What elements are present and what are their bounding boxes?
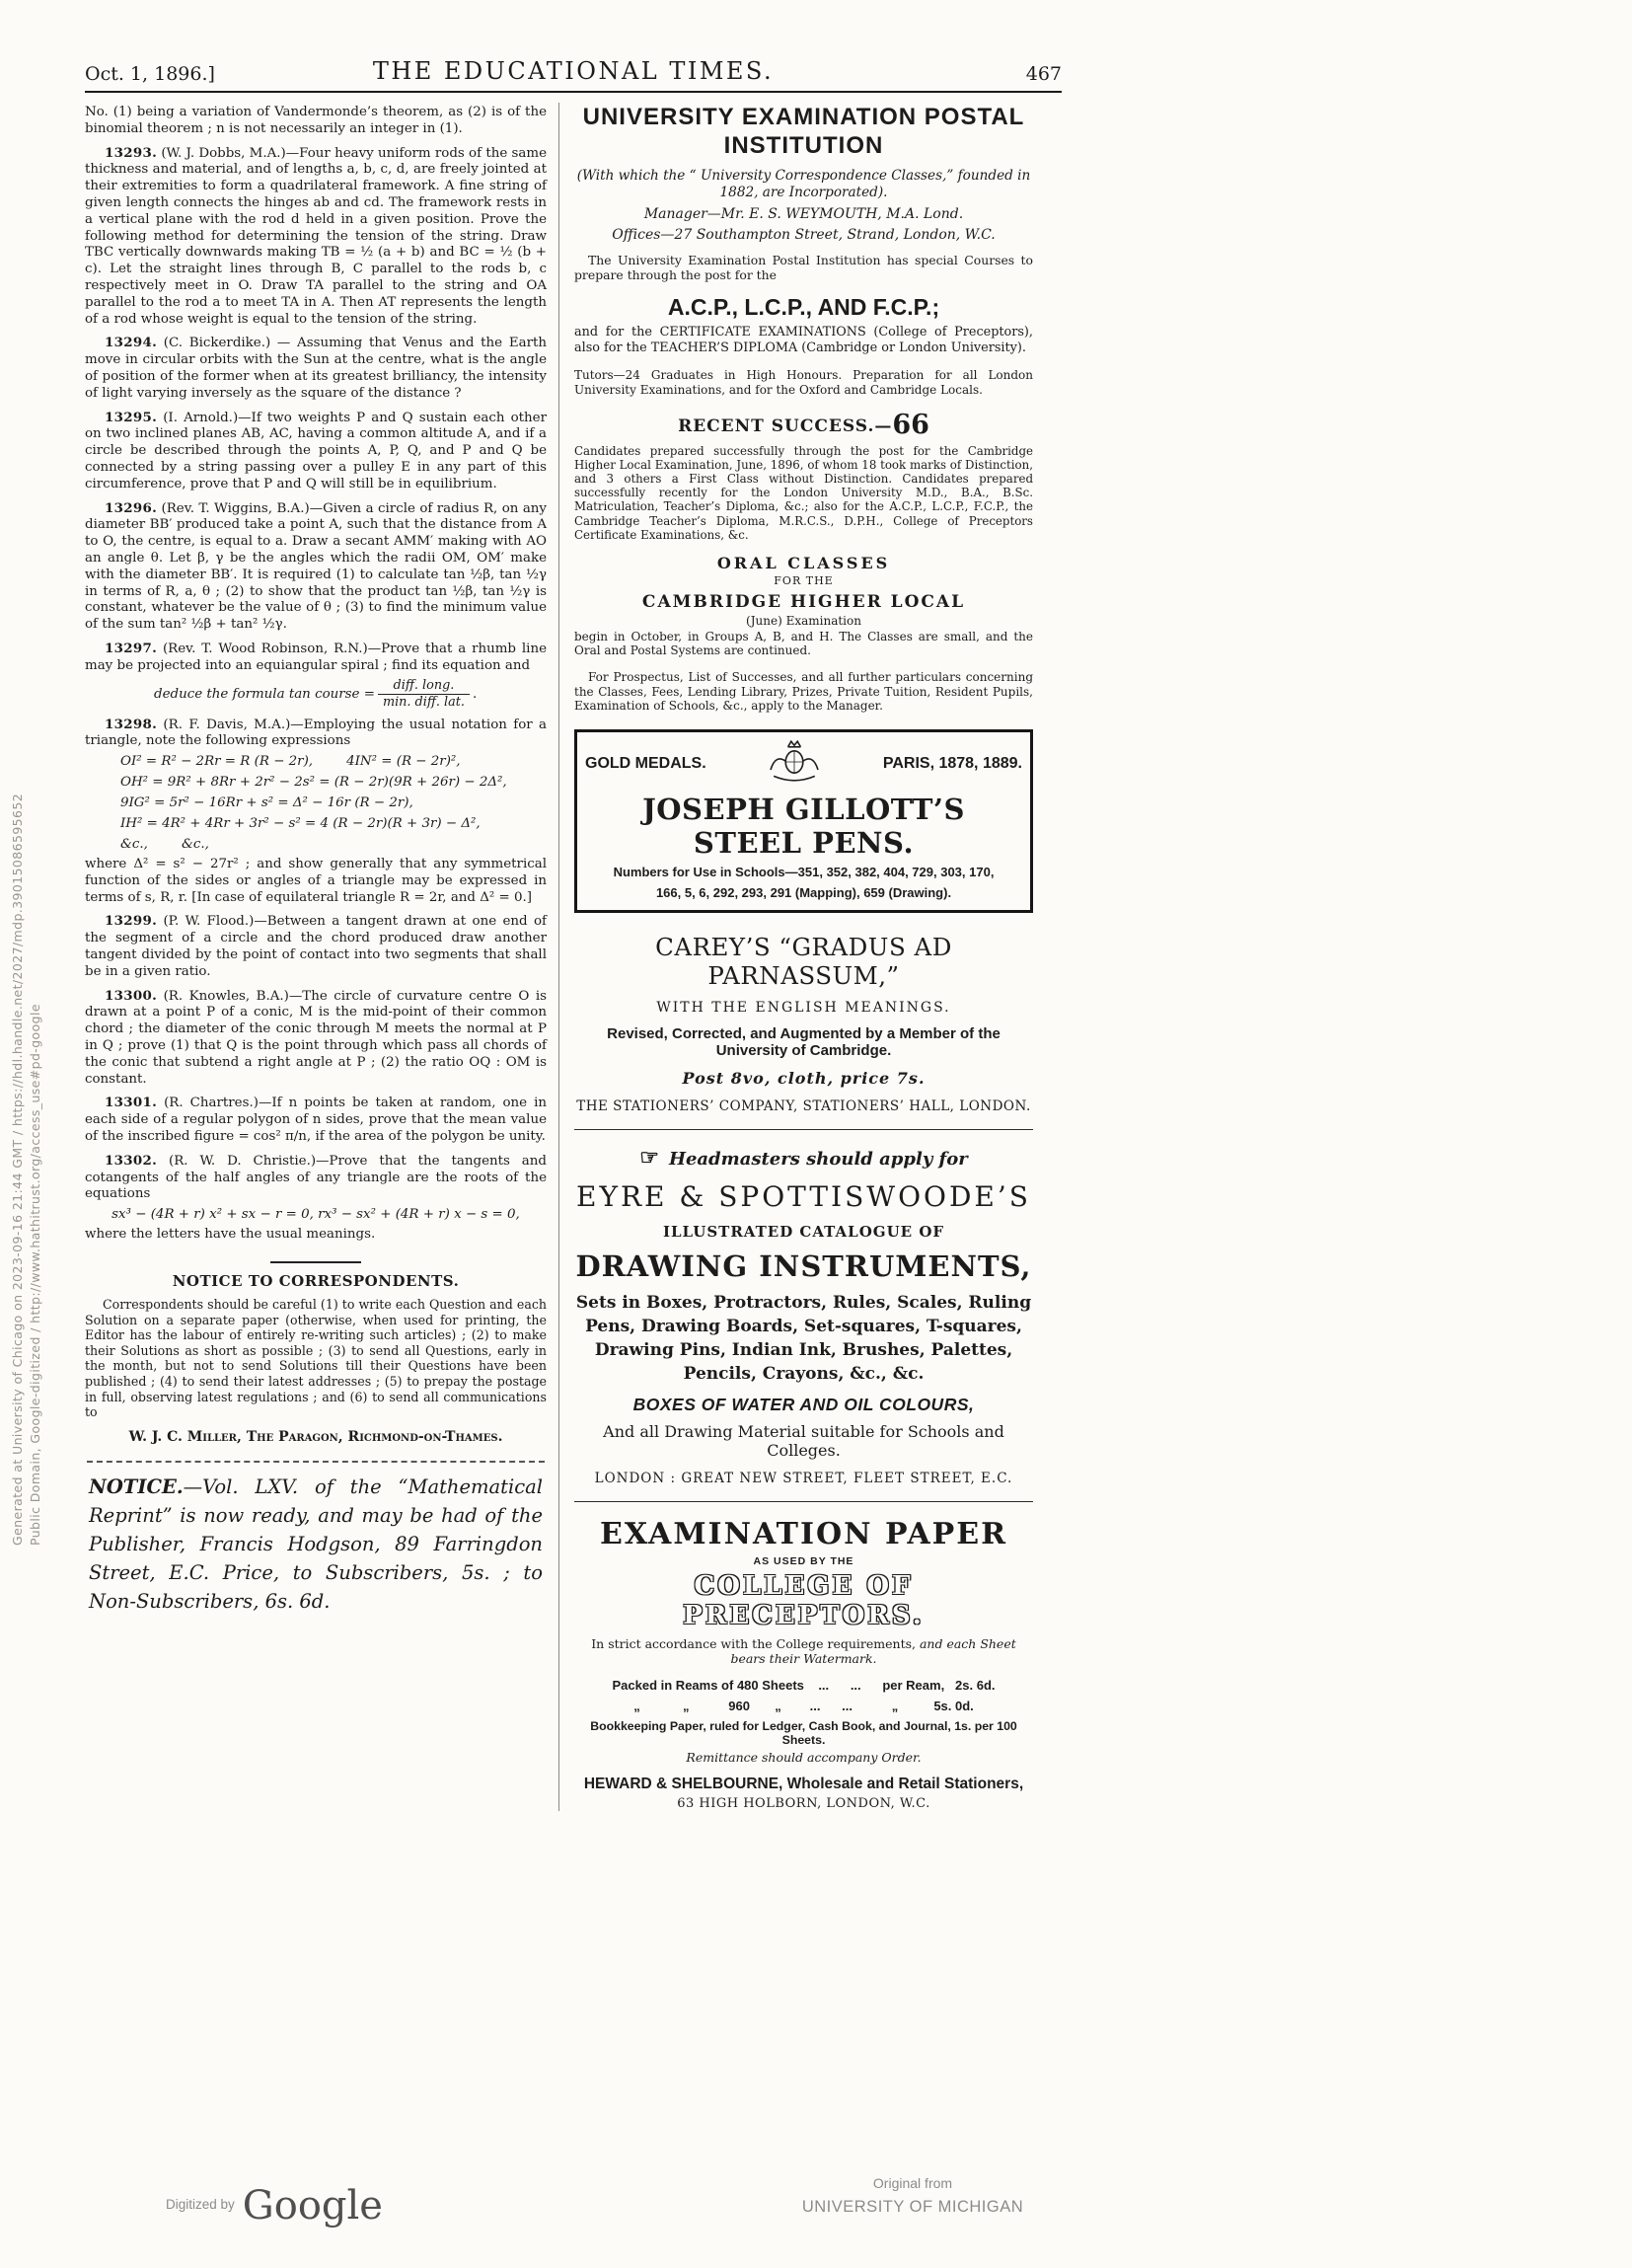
ad-university-examination-postal-institution [574,103,1033,714]
problem-text: (Rev. T. Wood Robinson, R.N.)—Prove that a rhumb line may be projected into an equiangular spiral ; find its equation and [85,641,547,673]
journal-title: THE EDUCATIONAL TIMES. [372,57,775,85]
manager-line: Manager—Mr. E. S. WEYMOUTH, M.A. Lond. [643,206,964,222]
remittance-line: Remittance should accompany Order. [686,1750,922,1766]
notice-to-correspondents-title: NOTICE TO CORRESPONDENTS. [172,1272,460,1291]
right-column [559,103,1033,1811]
digitized-by-label: Digitized by [166,2197,235,2212]
bookkeeping-paper-line: Bookkeeping Paper, ruled for Ledger, Cash Book, and Journal, 1s. per 100 Sheets. [590,1719,1017,1748]
carey-title: CAREY’S “GRADUS AD PARNASSUM,” [655,932,952,990]
original-from-block [760,2175,1066,2217]
equation-line: OH² = 9R² + 8Rr + 2r² − 2s² = (R − 2r)(9R + 26r) − 2Δ², [120,775,507,791]
problem-number: 13297. [105,640,158,656]
problem-13300 [85,988,547,1089]
eyre-address: LONDON : GREAT NEW STREET, FLEET STREET, E.C. [594,1470,1013,1486]
recent-success-number: 66 [892,409,929,440]
june-examination-label: (June) Examination [746,613,861,628]
accordance-text: In strict accordance with the College requirements, [591,1635,920,1651]
problem-13299 [85,913,547,980]
watermark-generated-line: Generated at University of Chicago on 2023-09-16 21:44 GMT / https://hdl.handle.net/2027/mdp.39015086595652 [10,793,25,1546]
gillott-name: JOSEPH GILLOTT’S STEEL PENS. [642,792,965,860]
ad-joseph-gillotts-steel-pens [574,729,1033,913]
formula-text: deduce the formula tan course = [154,686,375,702]
formula-13297 [154,679,547,710]
paris-medals-label: PARIS, 1878, 1889. [882,755,1022,773]
problem-text: (I. Arnold.)—If two weights P and Q sustain each other on two inclined planes AB, AC, having a common altitude A, and if a circle be described through the points A, P, Q, and P and Q be connected by a string passing over a pulley E in any part of this circumference, prove that P and Q will still be in equilibrium. [85,410,547,491]
problem-text: (R. Knowles, B.A.)—The circle of curvature centre O is drawn at a point P of a conic, M is the mid-point of their common chord ; the diameter of the conic through M meets the normal at P in Q ; prove (1) that Q is the point through which pass all chords of the conic that subtend a right angle at P ; (2) the ratio OQ : OM is constant. [85,988,547,1087]
problem-number: 13296. [105,499,158,516]
accordance-line [574,1636,1033,1666]
equation-line: 9IG² = 5r² − 16Rr + s² = Δ² − 16r (R − 2r), [120,795,413,811]
prospectus-text: For Prospectus, List of Successes, and all further particulars concerning the Classes, Fees, Lending Library, Prizes, Private Tuition, Resident Pupils, Examination of Schools, &c., apply to the Manager. [574,669,1033,714]
problem-number: 13298. [105,716,158,732]
problem-13293 [85,145,547,329]
problem-text: (P. W. Flood.)—Between a tangent drawn at one end of the segment of a circle and the chord produced draw another tangent divided by the point of contact into two segments that shall be in a given ratio. [85,914,547,979]
tutors-text: Tutors—24 Graduates in High Honours. Preparation for all London University Examinations, and for the Oxford and Cambridge Locals. [574,368,1033,397]
as-used-by-label: AS USED BY THE [753,1554,854,1567]
equation-line: OI² = R² − 2Rr = R (R − 2r), 4IN² = (R − 2r)², [120,754,461,770]
problem-13297 [85,641,547,675]
equation-line: sx³ − (4R + r) x² + sx − r = 0, rx³ − sx² + (4R + r) x − s = 0, [111,1207,520,1223]
royal-crest-icon [755,738,834,791]
water-oil-colours-line: BOXES OF WATER AND OIL COLOURS, [632,1394,975,1414]
pointing-hand-icon: ☞ [639,1144,659,1171]
digitized-by-google [166,2183,383,2229]
ad-divider-rule [574,1129,1033,1130]
problem-number: 13294. [105,335,158,351]
scanned-page [85,57,1062,1811]
problem-text-continued: where the letters have the usual meanings. [85,1227,376,1243]
equation-line: &c., &c., [120,837,209,853]
gold-medals-label: GOLD MEDALS. [585,755,706,773]
notice-label: NOTICE. [89,1474,184,1498]
ream-price-line1: Packed in Reams of 480 Sheets ... ... per Ream, 2s. 6d. [612,1678,996,1694]
pen-numbers-line1: Numbers for Use in Schools—351, 352, 382, 404, 729, 303, 170, [613,864,995,879]
problem-text: (C. Bickerdike.) — Assuming that Venus and the Earth move in circular orbits with the Sun at the centre, what is the angle of position of the former when at its greatest brilliancy, the intensity of light varying inversely as the square of the distance ? [85,336,547,401]
fraction-denominator: min. diff. lat. [382,694,465,710]
reprint-notice [89,1473,543,1616]
problem-number: 13300. [105,987,158,1004]
watermark-publicdomain-line: Public Domain, Google-digitized / http://www.hathitrust.org/access_use#pd-google [28,1004,42,1546]
carey-subtitle: WITH THE ENGLISH MEANINGS. [656,999,951,1016]
problem-13302 [85,1153,547,1203]
recent-success [574,410,1033,440]
ad-examination-paper [574,1517,1033,1812]
certificate-text: and for the CERTIFICATE EXAMINATIONS (College of Preceptors), also for the TEACHER’S DIPLOMA (Cambridge or London University). [574,325,1033,355]
ream-price-line2: „ „ 960 „ ... ... „ 5s. 0d. [633,1699,974,1714]
recent-success-label: RECENT SUCCESS.— [678,416,893,436]
heward-shelbourne-name: HEWARD & SHELBOURNE, Wholesale and Retail Stationers, [583,1776,1024,1793]
issue-date: Oct. 1, 1896.] [85,63,215,85]
section-rule [270,1261,361,1263]
apply-text: Headmasters should apply for [668,1148,968,1170]
problem-text: (W. J. Dobbs, M.A.)—Four heavy uniform rods of the same thickness and material, and of lengths a, b, c, d, are freely jointed at their extremities to form a quadrilateral framework. A fine string of given length connects the hinges ab and cd. The framework rests in a vertical plane with the rod d held in a given position. Prove the following method for determining the tension of the string. Draw TBC vertically downwards making TB = ½ (a + b) and BC = ½ (b + c). Let the straight lines through B, C parallel to the rods b, c respectively meet in O. Draw TA parallel to the string and OA parallel to the rod a to meet TA in A. Then AT represents the length of a rod whose weight is equal to the tension of the string. [85,145,547,327]
problem-text: (Rev. T. Wiggins, B.A.)—Given a circle of radius R, on any diameter BB′ produced take a point A, such that the distance from A to O, the centre, is equal to a. Draw a secant AMM′ making with AO an angle θ. Let β, γ be the angles which the radii OM, OM′ make with the diameter BB′. It is required (1) to calculate tan ½β, tan ½γ in terms of R, a, θ ; (2) to show that the product tan ½β, tan ½γ is constant, whatever be the value of θ ; (3) to find the minimum value of the sum tan² ½β + tan² ½γ. [85,500,547,633]
problem-13296 [85,500,547,634]
examination-paper-heading: EXAMINATION PAPER [599,1516,1007,1551]
original-from-label: Original from [872,2175,953,2191]
fraction [378,679,470,710]
ad-careys-gradus-ad-parnassum [574,933,1033,1114]
left-column [85,103,558,1811]
headmasters-apply-line [574,1145,1033,1171]
instrument-list: Sets in Boxes, Protractors, Rules, Scales, Ruling Pens, Drawing Boards, Set-squares, T-squares, Drawing Pins, Indian Ink, Brushes, Palettes, Pencils, Crayons, &c., &c. [575,1292,1032,1384]
page-number: 467 [1025,63,1062,85]
drawing-instruments-heading: DRAWING INSTRUMENTS, [575,1248,1032,1283]
problem-text: (R. F. Davis, M.A.)—Employing the usual notation for a triangle, note the following expressions [85,717,547,749]
ad-divider-rule [574,1501,1033,1502]
illustrated-catalogue-line: ILLUSTRATED CATALOGUE OF [662,1222,945,1241]
source-institution: UNIVERSITY OF MICHIGAN [801,2198,1024,2216]
pen-numbers-line2: 166, 5, 6, 292, 293, 291 (Mapping), 659 (Drawing). [655,885,952,901]
ad-intro: The University Examination Postal Institution has special Courses to prepare through the post for the [574,253,1033,282]
carey-revised-line: Revised, Corrected, and Augmented by a Member of the University of Cambridge. [607,1024,1001,1059]
oral-classes-heading: ORAL CLASSES [716,553,891,572]
carey-price-line: Post 8vo, cloth, price 7s. [682,1068,926,1088]
google-logo: Google [242,2183,383,2229]
ad-title-line2: INSTITUTION [723,132,884,159]
eyre-name: EYRE & SPOTTISWOODE’S [576,1179,1031,1213]
ad-eyre-and-spottiswoode [574,1145,1033,1486]
problem-number: 13293. [105,144,158,161]
drawing-material-line: And all Drawing Material suitable for Schools and Colleges. [603,1421,1004,1460]
problem-number: 13302. [105,1152,158,1169]
problem-number: 13301. [105,1095,158,1111]
problem-text: (R. Chartres.)—If n points be taken at random, one in each side of a regular polygon of n sides, prove that the mean value of the inscribed figure = cos² π/n, if the area of the polygon be unity. [85,1096,547,1145]
notice-text: —Vol. LXV. of the “Mathematical Reprint” is now ready, and may be had of the Publisher, Francis Hodgson, 89 Farringdon Street, E.C. Price, to Subscribers, 5s. ; to Non-Subscribers, 6s. 6d. [89,1474,543,1613]
formula-text: . [472,686,478,702]
heward-address: 63 HIGH HOLBORN, LONDON, W.C. [677,1796,930,1812]
watermark-note: and each Sheet bears their Watermark. [730,1635,1016,1666]
problem-text: (R. W. D. Christie.)—Prove that the tangents and cotangents of the half angles of any triangle are the roots of the equations [85,1153,547,1202]
offices-line: Offices—27 Southampton Street, Strand, London, W.C. [612,227,996,243]
problem-13295 [85,410,547,493]
equation-line: IH² = 4R² + 4Rr + 3r² − s² = 4 (R − 2r)(R + 3r) − Δ², [120,816,481,832]
begin-text: begin in October, in Groups A, B, and H. The Classes are small, and the Oral and Postal Systems are continued. [574,629,1033,658]
ad-subtitle: (With which the “ University Correspondence Classes,” founded in 1882, are Incorporated). [576,168,1031,200]
problem-13294 [85,335,547,402]
continued-paragraph: No. (1) being a variation of Vandermonde’s theorem, as (2) is of the binomial theorem ; n is not necessarily an integer in (1). [85,105,547,136]
problem-number: 13299. [105,913,158,930]
problem-13301 [85,1095,547,1145]
problem-number: 13295. [105,409,158,425]
masthead [85,57,1062,85]
problem-13298 [85,717,547,751]
cambridge-higher-local-heading: CAMBRIDGE HIGHER LOCAL [641,591,966,612]
fraction-numerator: diff. long. [378,679,470,695]
dashed-rule [87,1461,545,1463]
problem-text-continued: where Δ² = s² − 27r² ; and show generally that any symmetrical function of the sides or angles of a triangle may be expressed in terms of s, R, r. [In case of equilateral triangle R = 2r, and Δ² = 0.] [85,857,547,905]
carey-publisher-line: THE STATIONERS’ COMPANY, STATIONERS’ HALL, LONDON. [576,1097,1031,1114]
editor-signature: W. J. C. Miller, The Paragon, Richmond-on-Thames. [128,1428,503,1445]
notice-to-correspondents-body: Correspondents should be careful (1) to write each Question and each Solution on a separate paper (otherwise, when used for printing, the Editor has the labour of entirely re-writing such articles) ; (2) to make their Solutions as short as possible ; (3) to send all Questions, early in the month, but not to send Solutions till their Questions have been published ; (4) to send their latest addresses ; (5) to prepay the postage in full, observing latest regulations ; and (6) to send all communications to [85,1297,547,1420]
for-the-label: FOR THE [774,573,834,587]
ad-title-line1: UNIVERSITY EXAMINATION POSTAL [582,104,1025,130]
college-of-preceptors-outline-heading: COLLEGE OF PRECEPTORS. [683,1570,925,1630]
acp-lcp-fcp-heading: A.C.P., L.C.P., AND F.C.P.; [667,294,940,321]
candidates-text: Candidates prepared successfully through the post for the Cambridge Higher Local Examination, June, 1896, of whom 18 took marks of Distinction, and 3 others a First Class without Distinction. Candidates prepared successfully recently for the London University M.D., B.A., B.Sc. Matriculation, Teacher’s Diploma, &c.; also for the A.C.P., L.C.P., F.C.P., the Cambridge Teacher’s Diploma, M.R.C.S., D.P.H., College of Preceptors Certificate Examinations, &c. [574,443,1033,542]
masthead-rule [85,91,1062,93]
